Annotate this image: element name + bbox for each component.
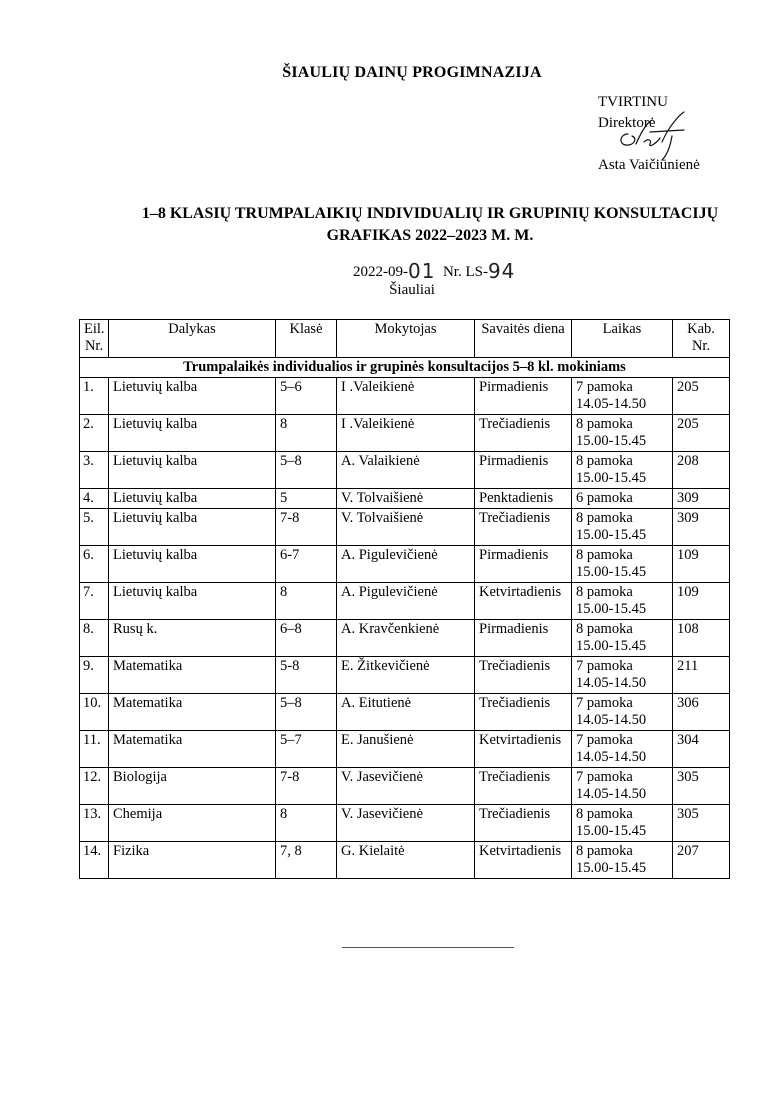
cell-weekday: Penktadienis xyxy=(475,489,572,509)
lesson-time: 15.00-15.45 xyxy=(576,564,647,580)
lesson-number: 7 pamoka xyxy=(576,695,633,711)
cell-subject: Matematika xyxy=(109,657,276,694)
cell-weekday: Ketvirtadienis xyxy=(475,842,572,879)
title-line-1: 1–8 KLASIŲ TRUMPALAIKIŲ INDIVIDUALIŲ IR GRUPINIŲ KONSULTACIJŲ xyxy=(141,205,719,222)
cell-weekday: Trečiadienis xyxy=(475,694,572,731)
header-time: Laikas xyxy=(572,320,673,358)
lesson-time: 15.00-15.45 xyxy=(576,470,647,486)
cell-weekday: Trečiadienis xyxy=(475,657,572,694)
lesson-number: 8 pamoka xyxy=(576,621,633,637)
school-name: ŠIAULIŲ DAINŲ PROGIMNAZIJA xyxy=(282,64,542,81)
table-header-row xyxy=(80,320,730,358)
cell-subject: Lietuvių kalba xyxy=(109,583,276,620)
lesson-number: 8 pamoka xyxy=(576,843,633,859)
cell-subject: Matematika xyxy=(109,694,276,731)
handwritten-day: 01 xyxy=(408,259,436,283)
cell-class: 5–7 xyxy=(276,731,337,768)
cell-time xyxy=(572,768,673,805)
table-row xyxy=(80,509,730,546)
lesson-number: 7 pamoka xyxy=(576,658,633,674)
lesson-time: 14.05-14.50 xyxy=(576,786,647,802)
cell-time xyxy=(572,583,673,620)
cell-no: 10. xyxy=(80,694,109,731)
cell-room: 208 xyxy=(673,452,730,489)
cell-time xyxy=(572,731,673,768)
cell-time xyxy=(572,452,673,489)
lesson-number: 8 pamoka xyxy=(576,510,633,526)
cell-no: 4. xyxy=(80,489,109,509)
cell-class: 7-8 xyxy=(276,768,337,805)
cell-class: 8 xyxy=(276,583,337,620)
cell-class: 5–8 xyxy=(276,452,337,489)
table-row xyxy=(80,805,730,842)
cell-weekday: Pirmadienis xyxy=(475,620,572,657)
cell-weekday: Pirmadienis xyxy=(475,378,572,415)
cell-room: 108 xyxy=(673,620,730,657)
cell-room: 109 xyxy=(673,583,730,620)
lesson-time: 14.05-14.50 xyxy=(576,396,647,412)
cell-time xyxy=(572,620,673,657)
handwritten-signature xyxy=(614,108,694,164)
lesson-number: 6 pamoka xyxy=(576,490,633,506)
lesson-time: 15.00-15.45 xyxy=(576,860,647,876)
cell-weekday: Trečiadienis xyxy=(475,805,572,842)
lesson-time: 15.00-15.45 xyxy=(576,527,647,543)
cell-no: 6. xyxy=(80,546,109,583)
header-subject: Dalykas xyxy=(109,320,276,358)
lesson-time: 15.00-15.45 xyxy=(576,823,647,839)
cell-class: 8 xyxy=(276,805,337,842)
cell-room: 305 xyxy=(673,768,730,805)
closing-rule xyxy=(342,947,514,948)
approver-name: Asta Vaičiūnienė xyxy=(598,157,700,173)
lesson-time: 15.00-15.45 xyxy=(576,638,647,654)
cell-teacher: V. Tolvaišienė xyxy=(337,489,475,509)
cell-class: 6-7 xyxy=(276,546,337,583)
cell-class: 5–8 xyxy=(276,694,337,731)
header-class: Klasė xyxy=(276,320,337,358)
header-no: Eil. Nr. xyxy=(80,320,109,358)
cell-room: 309 xyxy=(673,509,730,546)
lesson-number: 8 pamoka xyxy=(576,453,633,469)
lesson-number: 8 pamoka xyxy=(576,547,633,563)
lesson-number: 7 pamoka xyxy=(576,732,633,748)
cell-teacher: I .Valeikienė xyxy=(337,415,475,452)
cell-no: 12. xyxy=(80,768,109,805)
lesson-time: 14.05-14.50 xyxy=(576,675,647,691)
cell-teacher: A. Eitutienė xyxy=(337,694,475,731)
cell-time xyxy=(572,378,673,415)
cell-no: 2. xyxy=(80,415,109,452)
cell-weekday: Trečiadienis xyxy=(475,509,572,546)
cell-class: 8 xyxy=(276,415,337,452)
lesson-number: 8 pamoka xyxy=(576,806,633,822)
section-row xyxy=(80,358,730,378)
cell-time xyxy=(572,805,673,842)
cell-subject: Rusų k. xyxy=(109,620,276,657)
cell-subject: Lietuvių kalba xyxy=(109,546,276,583)
cell-teacher: A. Pigulevičienė xyxy=(337,546,475,583)
approver-position: Direktorė xyxy=(598,115,656,131)
cell-teacher: E. Janušienė xyxy=(337,731,475,768)
cell-weekday: Pirmadienis xyxy=(475,546,572,583)
header-teacher: Mokytojas xyxy=(337,320,475,358)
cell-subject: Lietuvių kalba xyxy=(109,415,276,452)
cell-time xyxy=(572,546,673,583)
cell-subject: Chemija xyxy=(109,805,276,842)
cell-weekday: Trečiadienis xyxy=(475,768,572,805)
cell-class: 5–6 xyxy=(276,378,337,415)
cell-room: 309 xyxy=(673,489,730,509)
cell-time xyxy=(572,694,673,731)
cell-subject: Lietuvių kalba xyxy=(109,378,276,415)
cell-teacher: I .Valeikienė xyxy=(337,378,475,415)
cell-room: 305 xyxy=(673,805,730,842)
cell-class: 7, 8 xyxy=(276,842,337,879)
cell-subject: Lietuvių kalba xyxy=(109,452,276,489)
date-number-line xyxy=(353,259,515,283)
cell-no: 5. xyxy=(80,509,109,546)
lesson-number: 7 pamoka xyxy=(576,769,633,785)
cell-teacher: A. Kravčenkienė xyxy=(337,620,475,657)
cell-room: 205 xyxy=(673,415,730,452)
cell-class: 7-8 xyxy=(276,509,337,546)
table-row xyxy=(80,694,730,731)
cell-teacher: V. Jasevičienė xyxy=(337,805,475,842)
cell-subject: Matematika xyxy=(109,731,276,768)
lesson-time: 15.00-15.45 xyxy=(576,601,647,617)
cell-subject: Fizika xyxy=(109,842,276,879)
date-prefix: 2022-09- xyxy=(353,264,408,280)
cell-room: 304 xyxy=(673,731,730,768)
cell-subject: Biologija xyxy=(109,768,276,805)
title-line-2: GRAFIKAS 2022–2023 M. M. xyxy=(326,227,534,244)
table-row xyxy=(80,415,730,452)
lesson-time: 15.00-15.45 xyxy=(576,433,647,449)
handwritten-number: 94 xyxy=(487,259,516,283)
cell-weekday: Pirmadienis xyxy=(475,452,572,489)
cell-time xyxy=(572,657,673,694)
cell-room: 306 xyxy=(673,694,730,731)
cell-time xyxy=(572,489,673,509)
lesson-number: 7 pamoka xyxy=(576,379,633,395)
cell-subject: Lietuvių kalba xyxy=(109,509,276,546)
table-row xyxy=(80,731,730,768)
cell-no: 14. xyxy=(80,842,109,879)
document-place: Šiauliai xyxy=(389,282,435,298)
cell-room: 205 xyxy=(673,378,730,415)
cell-no: 11. xyxy=(80,731,109,768)
cell-subject: Lietuvių kalba xyxy=(109,489,276,509)
cell-class: 5-8 xyxy=(276,657,337,694)
cell-no: 13. xyxy=(80,805,109,842)
table-row xyxy=(80,842,730,879)
cell-class: 5 xyxy=(276,489,337,509)
cell-teacher: V. Tolvaišienė xyxy=(337,509,475,546)
cell-no: 9. xyxy=(80,657,109,694)
table-row xyxy=(80,768,730,805)
cell-room: 207 xyxy=(673,842,730,879)
table-row xyxy=(80,583,730,620)
cell-room: 211 xyxy=(673,657,730,694)
section-title: Trumpalaikės individualios ir grupinės konsultacijos 5–8 kl. mokiniams xyxy=(80,358,730,378)
header-room: Kab. Nr. xyxy=(673,320,730,358)
consultation-schedule-table xyxy=(79,319,730,879)
table-row xyxy=(80,657,730,694)
lesson-number: 8 pamoka xyxy=(576,416,633,432)
cell-room: 109 xyxy=(673,546,730,583)
table-row xyxy=(80,620,730,657)
cell-teacher: V. Jasevičienė xyxy=(337,768,475,805)
cell-no: 1. xyxy=(80,378,109,415)
lesson-time: 14.05-14.50 xyxy=(576,749,647,765)
lesson-number: 8 pamoka xyxy=(576,584,633,600)
cell-time xyxy=(572,509,673,546)
cell-time xyxy=(572,415,673,452)
cell-weekday: Ketvirtadienis xyxy=(475,583,572,620)
table-row xyxy=(80,489,730,509)
cell-teacher: G. Kielaitė xyxy=(337,842,475,879)
approval-word: TVIRTINU xyxy=(598,94,668,110)
table-row xyxy=(80,378,730,415)
cell-weekday: Ketvirtadienis xyxy=(475,731,572,768)
cell-no: 7. xyxy=(80,583,109,620)
cell-teacher: E. Žitkevičienė xyxy=(337,657,475,694)
cell-time xyxy=(572,842,673,879)
cell-teacher: A. Pigulevičienė xyxy=(337,583,475,620)
table-row xyxy=(80,546,730,583)
cell-class: 6–8 xyxy=(276,620,337,657)
lesson-time: 14.05-14.50 xyxy=(576,712,647,728)
header-weekday: Savaitės diena xyxy=(475,320,572,358)
cell-no: 8. xyxy=(80,620,109,657)
table-row xyxy=(80,452,730,489)
number-prefix: Nr. LS- xyxy=(442,264,488,280)
cell-weekday: Trečiadienis xyxy=(475,415,572,452)
document-title xyxy=(0,203,780,247)
cell-no: 3. xyxy=(80,452,109,489)
cell-teacher: A. Valaikienė xyxy=(337,452,475,489)
